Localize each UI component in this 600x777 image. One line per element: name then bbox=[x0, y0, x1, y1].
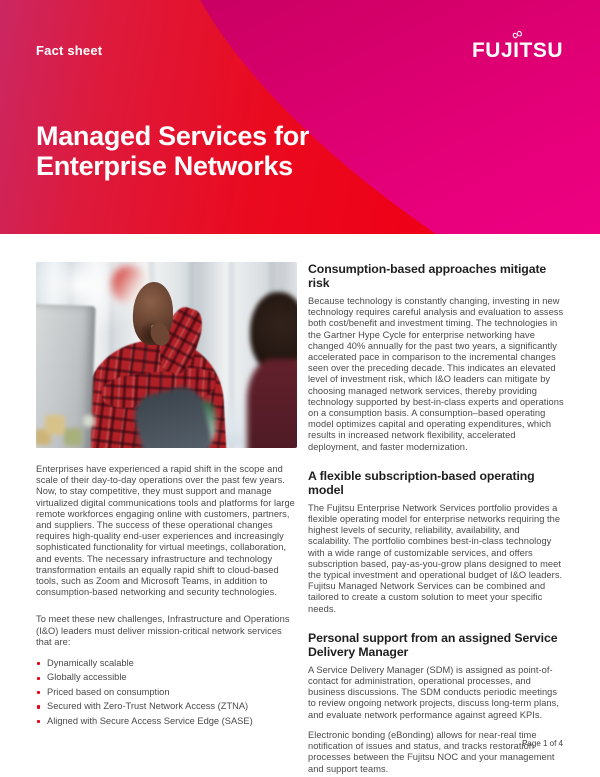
section-heading: A flexible subscription-based operating model bbox=[308, 468, 535, 497]
challenges-paragraph: To meet these new challenges, Infrastructure and Operations (I&O) leaders must deliver mission-critical network services that are: bbox=[36, 614, 290, 647]
section-paragraph: The Fujitsu Enterprise Network Services portfolio provides a flexible operating model for enterprise networks requiring the highest levels of security, reliability, availability, and scalability. The portfolio combines best-in-class technology with a wide range of customizable services, and offers subscription based, pay-as-you-grow plans designed to meet the typical investment and operational budget of I&O leaders. Fujitsu Managed Network Services can be combined and tailored to create a custom solution to meet your specific needs. bbox=[308, 502, 563, 614]
office-photo bbox=[36, 262, 297, 448]
section-personal-support bbox=[308, 631, 564, 775]
network-requirements-list bbox=[36, 659, 297, 726]
fujitsu-infinity-icon: ∞ bbox=[509, 24, 526, 45]
section-paragraph: A Service Delivery Manager (SDM) is assigned as point-of-contact for administration, operational processes, and business discussions. The SDM conducts periodic meetings to review ongoing network projects, discuss long-term plans, and evaluate network performance against agreed KPIs. bbox=[308, 664, 559, 720]
intro-paragraph: Enterprises have experienced a rapid shift in the scope and scale of their day-to-day operations over the past few years. Now, to stay competitive, they must support and manage virtualized digital communications tools and platforms for large remote workforces engaging online with customers, partners, and suppliers. The success of these operational changes requires high-quality end-user experiences and increasingly sophisticated functionality for virtual meetings, collaboration, and events. The necessary infrastructure and technology transformation entails an equally rapid shift to cloud-based tools, such as Zoom and Microsoft Teams, in addition to consumption-based networking and security technologies. bbox=[36, 464, 295, 598]
list-item: Secured with Zero-Trust Network Access (ZTNA) bbox=[36, 702, 297, 712]
list-item: Aligned with Secure Access Service Edge (SASE) bbox=[36, 717, 297, 727]
photo-monitor bbox=[36, 304, 96, 448]
fact-sheet-label: Fact sheet bbox=[36, 43, 103, 58]
header-banner bbox=[0, 0, 600, 234]
section-heading: Personal support from an assigned Service Delivery Manager bbox=[308, 630, 558, 659]
left-column bbox=[36, 234, 297, 777]
content-area bbox=[0, 234, 600, 777]
photo-colleague-shoulder bbox=[247, 359, 297, 448]
list-item: Priced based on consumption bbox=[36, 688, 297, 698]
right-column bbox=[308, 234, 564, 777]
banner-red-diagonal-shape bbox=[0, 0, 600, 234]
section-operating-model bbox=[308, 469, 564, 615]
page-title-line1: Managed Services for bbox=[36, 121, 310, 151]
page-title bbox=[36, 121, 309, 181]
list-item: Dynamically scalable bbox=[36, 659, 297, 669]
list-item: Globally accessible bbox=[36, 673, 297, 683]
section-paragraph: Because technology is constantly changing, investing in new technology requires careful analysis and evaluation to assess both cost/benefit and investment timing. The technologies in the Gartner Hype Cycle for enterprise networking have changed 40% annually for the past two years, a significantly accelerated pace in comparison to the incremental changes seen over the preceding decade. This indicates an elevated level of investment risk, which I&O leaders can mitigate by choosing managed network services, thereby providing technology supported by best-in-class experts and operations on a consumption basis. A consumption–based operating model optimizes capital and operating expenditures, which results in increased network flexibility, accelerated deployment, and faster modernization. bbox=[308, 296, 564, 452]
photo-bokeh-lights bbox=[36, 446, 38, 448]
fujitsu-logo-wordmark: FUJITSU bbox=[471, 39, 563, 62]
fujitsu-logo bbox=[471, 24, 563, 62]
section-paragraph: Electronic bonding (eBonding) allows for near-real time notification of issues and status, and tracks restoration processes between the Fujitsu NOC and your management and support teams. bbox=[308, 729, 555, 774]
section-heading: Consumption-based approaches mitigate risk bbox=[308, 262, 547, 290]
section-consumption-based bbox=[308, 262, 564, 453]
page-title-line2: Enterprise Networks bbox=[36, 151, 293, 181]
page-number: Page 1 of 4 bbox=[522, 739, 563, 748]
